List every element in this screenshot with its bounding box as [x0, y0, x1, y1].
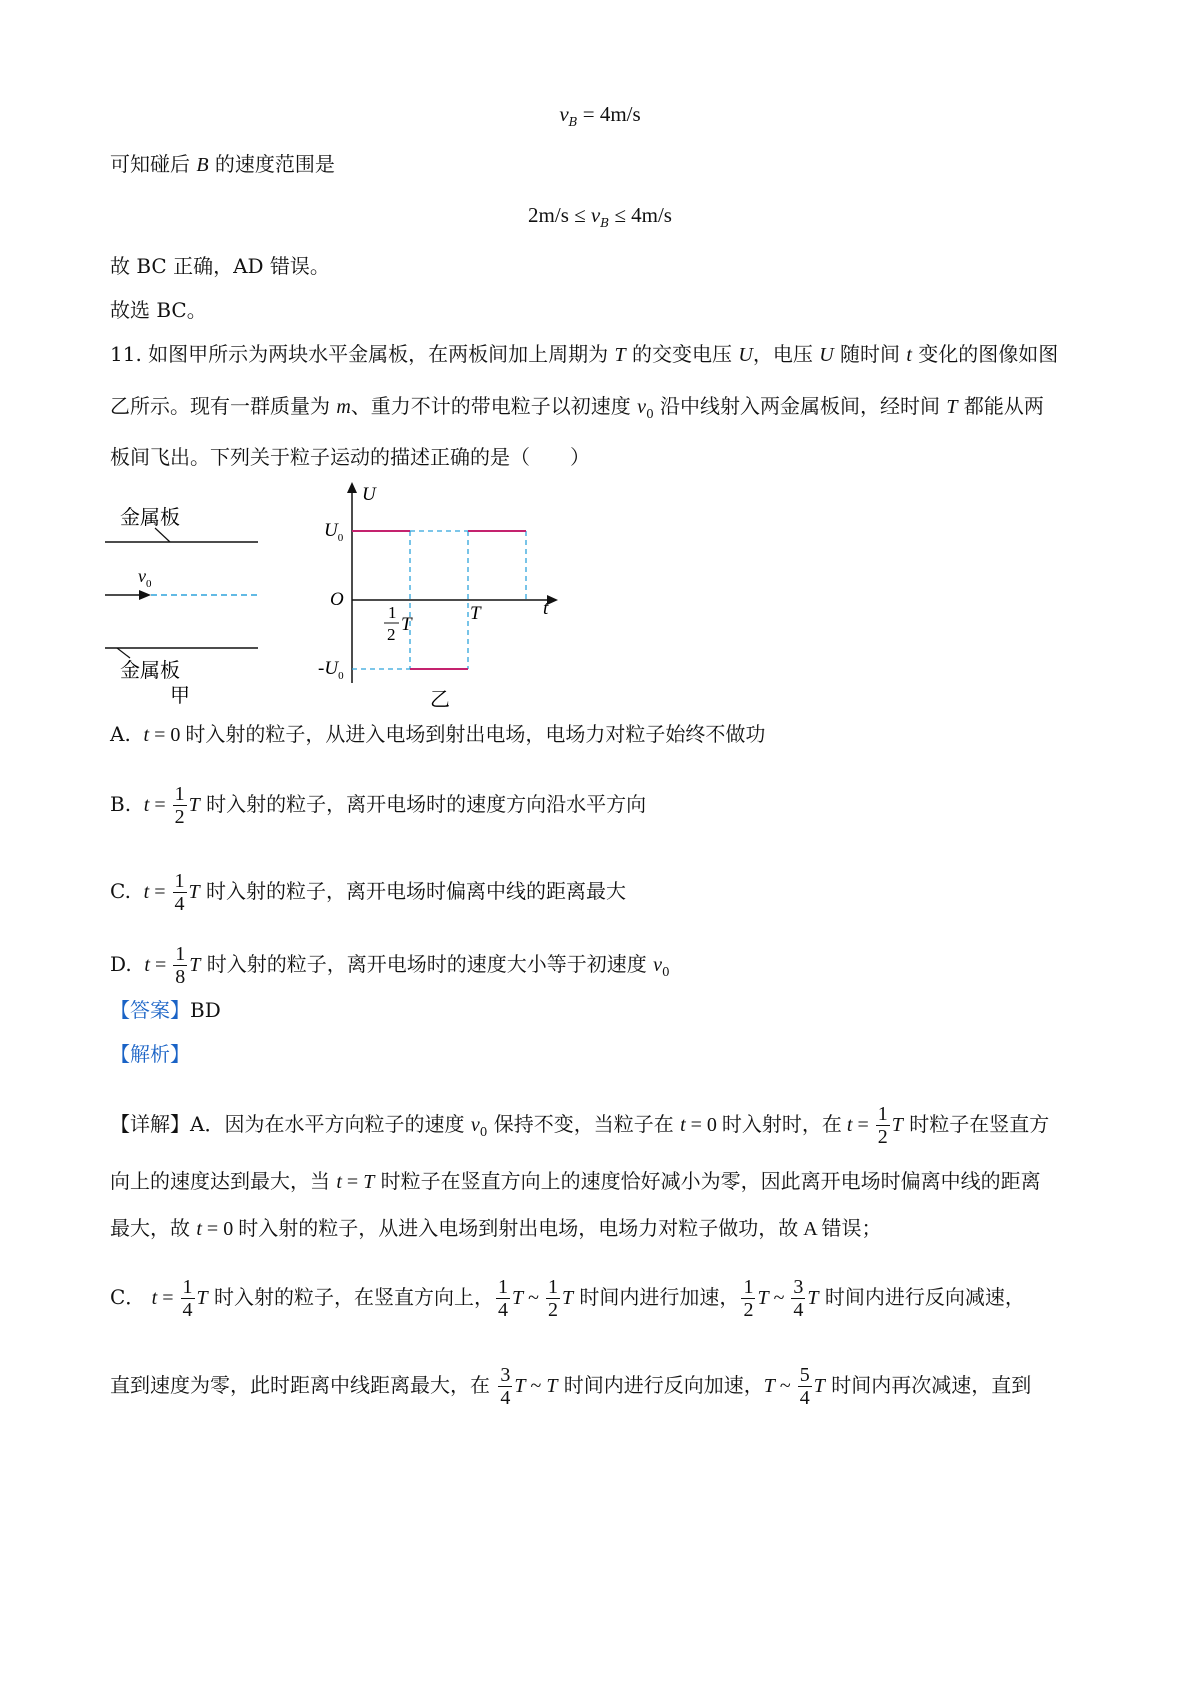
choice-text: 故选 BC。 — [110, 298, 207, 322]
question-number: 11. — [110, 342, 142, 366]
question-line-3: 板间飞出。下列关于粒子运动的描述正确的是（ ） — [110, 445, 590, 469]
plate-bottom-label: 金属板 — [120, 658, 180, 682]
fraction: $\frac{1}{2}$ — [877, 1103, 888, 1148]
figure-jia — [95, 495, 275, 720]
y-axis-label: U — [362, 484, 376, 505]
option-c: C. t = $\frac{1}{4}$ T 时入射的粒子，离开电场时偏离中线的距离最大 — [110, 870, 626, 915]
figure-jia-caption: 甲 — [170, 683, 190, 707]
detail-tag: 【详解】 — [110, 1112, 190, 1136]
range-intro: 可知碰后 B 的速度范围是 — [110, 152, 335, 176]
equation-vb: $v_B = 4m/s$ — [559, 102, 641, 129]
tick-label: $-U_0$ — [318, 658, 344, 682]
question-line-1: 11. 如图甲所示为两块水平金属板，在两板间加上周期为 T 的交变电压 U，电压 U 随时间 t 变化的图像如图 — [110, 342, 1059, 366]
analysis-tag: 【解析】 — [110, 1042, 190, 1066]
plate-top-label: 金属板 — [120, 505, 180, 529]
fraction: $\frac{3}{4}$ — [500, 1364, 511, 1409]
tick-label: T — [401, 614, 412, 635]
fraction: $\frac{1}{4}$ — [182, 1276, 193, 1321]
option-a: A. t = 0 时入射的粒子，从进入电场到射出电场，电场力对粒子始终不做功 — [110, 722, 766, 746]
analysis-line — [110, 1040, 190, 1068]
option-d: D. t = $\frac{1}{8}$ T 时入射的粒子，离开电场时的速度大小等于初速度 $v_0$ — [110, 943, 670, 988]
fraction: $\frac{1}{2}$ — [743, 1276, 754, 1321]
detail-line-4: 直到速度为零，此时距离中线距离最大，在 $\frac{3}{4}$ T ~ T 时间内进行反向加速，T ~ $\frac{5}{4}$ T 时间内再次减速，直到 — [110, 1364, 1032, 1409]
detail-line-c: C． t = $\frac{1}{4}$ T 时入射的粒子，在竖直方向上， $\frac{1}{4}$ T ~ $\frac{1}{2}$ T 时间内进行加速， $\frac{1}{2}$ T ~ $\frac{3}{4}$ T 时间内进行反向减速， — [110, 1276, 1025, 1321]
y-axis-arrow-icon — [347, 482, 357, 493]
tick-label: 1 — [388, 603, 397, 622]
figure-yi-caption: 乙 — [430, 687, 450, 711]
fraction: $\frac{1}{2}$ — [547, 1276, 558, 1321]
fraction: $\frac{1}{8}$ — [175, 943, 186, 988]
detail-line-3: 最大，故 t = 0 时入射的粒子，从进入电场到射出电场，电场力对粒子做功，故 A 错误； — [110, 1216, 882, 1240]
x-axis-arrow-icon — [547, 595, 558, 605]
velocity-label: $v_0$ — [138, 566, 152, 590]
answer-tag: 【答案】 — [110, 998, 190, 1022]
answer-line — [110, 996, 221, 1024]
plate-top-leader — [155, 528, 170, 542]
fraction: $\frac{1}{2}$ — [174, 783, 185, 828]
tick-label: $U_0$ — [324, 520, 344, 544]
conclusion-text: 故 BC 正确，AD 错误。 — [110, 254, 330, 278]
tick-label: T — [470, 603, 481, 624]
fraction: $\frac{3}{4}$ — [793, 1276, 804, 1321]
arrow-head-icon — [139, 590, 151, 600]
fraction: $\frac{1}{4}$ — [174, 870, 185, 915]
question-line-2: 乙所示。现有一群质量为 m、重力不计的带电粒子以初速度 $v_0$ 沿中线射入两金属板间，经时间 T 都能从两 — [110, 394, 1044, 421]
detail-line-1: 【详解】A．因为在水平方向粒子的速度 $v_0$ 保持不变，当粒子在 t = 0 时入射时，在 t = $\frac{1}{2}$ T 时粒子在竖直方 — [110, 1103, 1050, 1148]
answer-value: BD — [190, 998, 221, 1022]
tick-label: 2 — [387, 625, 396, 644]
origin-label: O — [330, 589, 344, 610]
fraction: $\frac{1}{4}$ — [498, 1276, 508, 1321]
x-axis-label: t — [543, 598, 549, 619]
option-b: B. t = $\frac{1}{2}$ T 时入射的粒子，离开电场时的速度方向沿水平方向 — [110, 783, 647, 828]
plate-bottom-leader — [117, 648, 130, 658]
equation-range: $2m/s \le v_B \le 4m/s$ — [528, 203, 672, 230]
figure-yi-chart — [300, 478, 570, 723]
fraction: $\frac{5}{4}$ — [799, 1364, 810, 1409]
detail-line-2: 向上的速度达到最大，当 t = T 时粒子在竖直方向上的速度恰好减小为零，因此离开电场时偏离中线的距离 — [110, 1169, 1041, 1193]
